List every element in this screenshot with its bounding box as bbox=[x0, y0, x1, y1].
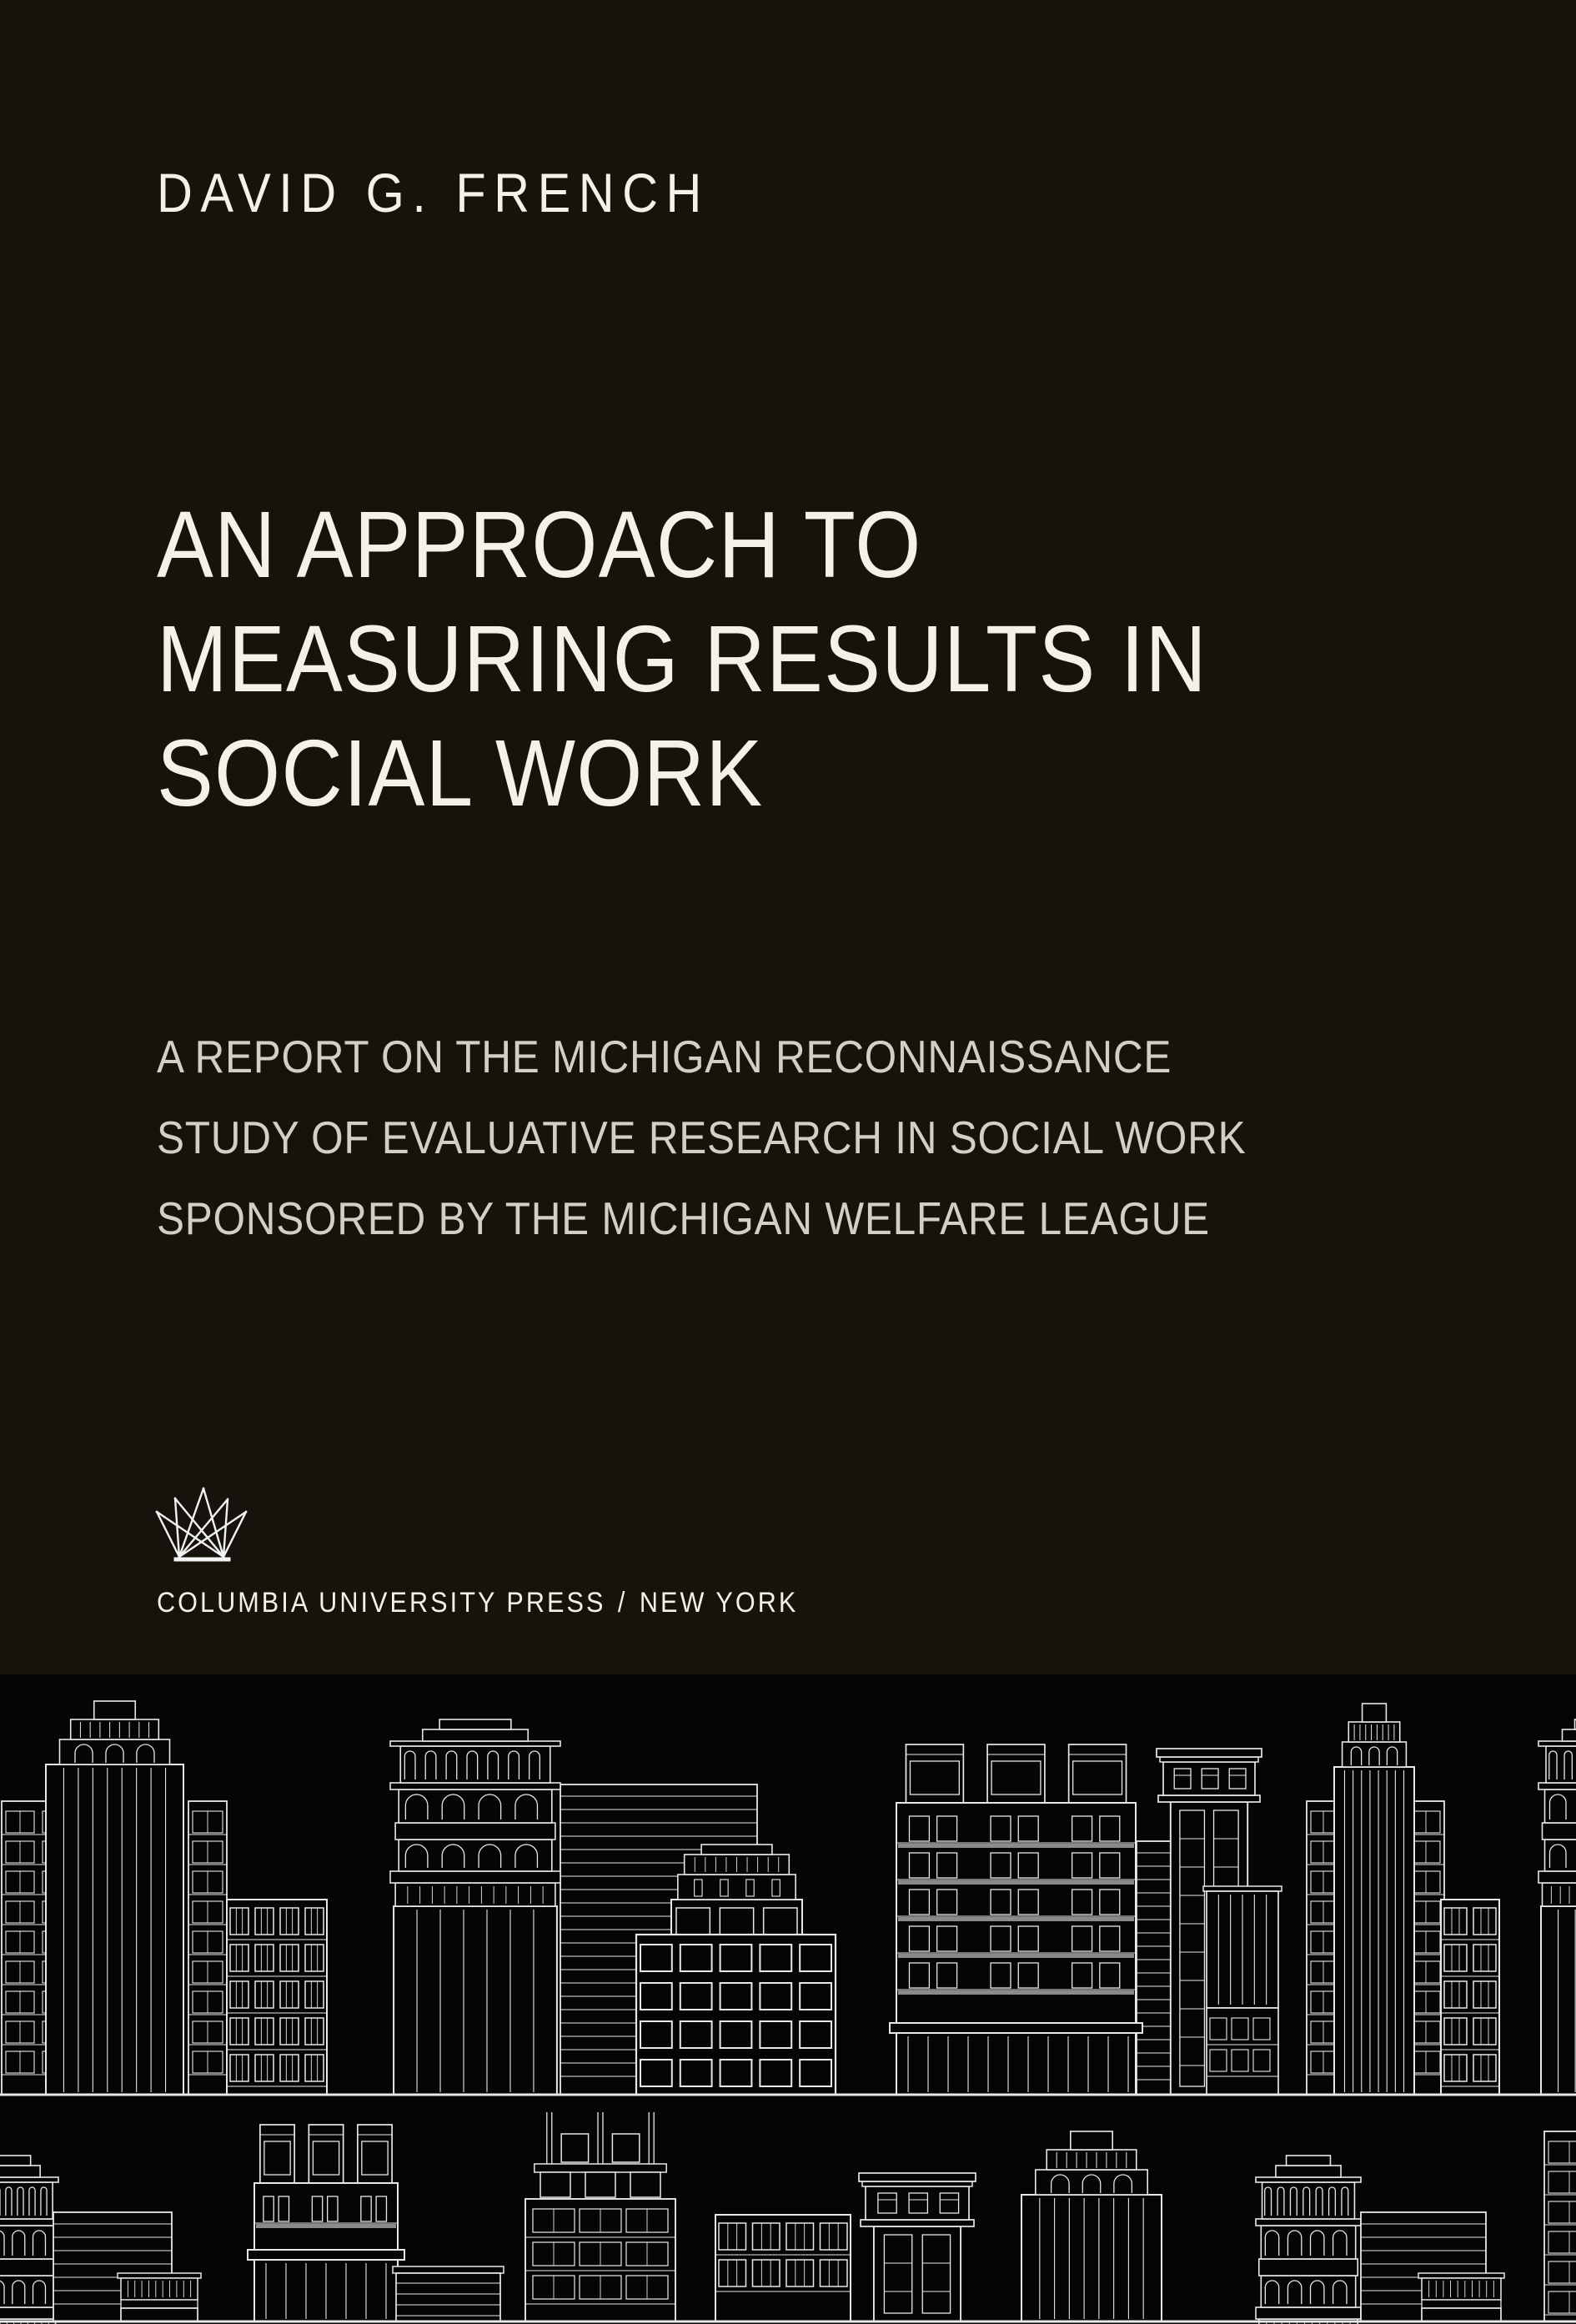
city-skyline-illustration bbox=[0, 1674, 1576, 2324]
subtitle-line: STUDY OF EVALUATIVE RESEARCH IN SOCIAL WORK bbox=[157, 1112, 1247, 1163]
skyline-drawing bbox=[0, 1674, 1576, 2324]
subtitle-line: SPONSORED BY THE MICHIGAN WELFARE LEAGUE bbox=[157, 1192, 1210, 1244]
book-title bbox=[157, 488, 1207, 831]
publisher-separator: / bbox=[617, 1587, 628, 1619]
publisher-name: COLUMBIA UNIVERSITY PRESS bbox=[157, 1587, 606, 1619]
subtitle-line: A REPORT ON THE MICHIGAN RECONNAISSANCE bbox=[157, 1031, 1172, 1082]
book-subtitle bbox=[157, 1016, 1246, 1259]
publisher-line bbox=[157, 1589, 798, 1617]
title-line: AN APPROACH TO bbox=[157, 492, 922, 597]
author-name: DAVID G. FRENCH bbox=[157, 162, 710, 223]
columbia-crown-icon bbox=[155, 1486, 248, 1563]
title-line: MEASURING RESULTS IN bbox=[157, 606, 1208, 711]
publisher-city: NEW YORK bbox=[639, 1587, 799, 1619]
title-line: SOCIAL WORK bbox=[157, 720, 764, 826]
